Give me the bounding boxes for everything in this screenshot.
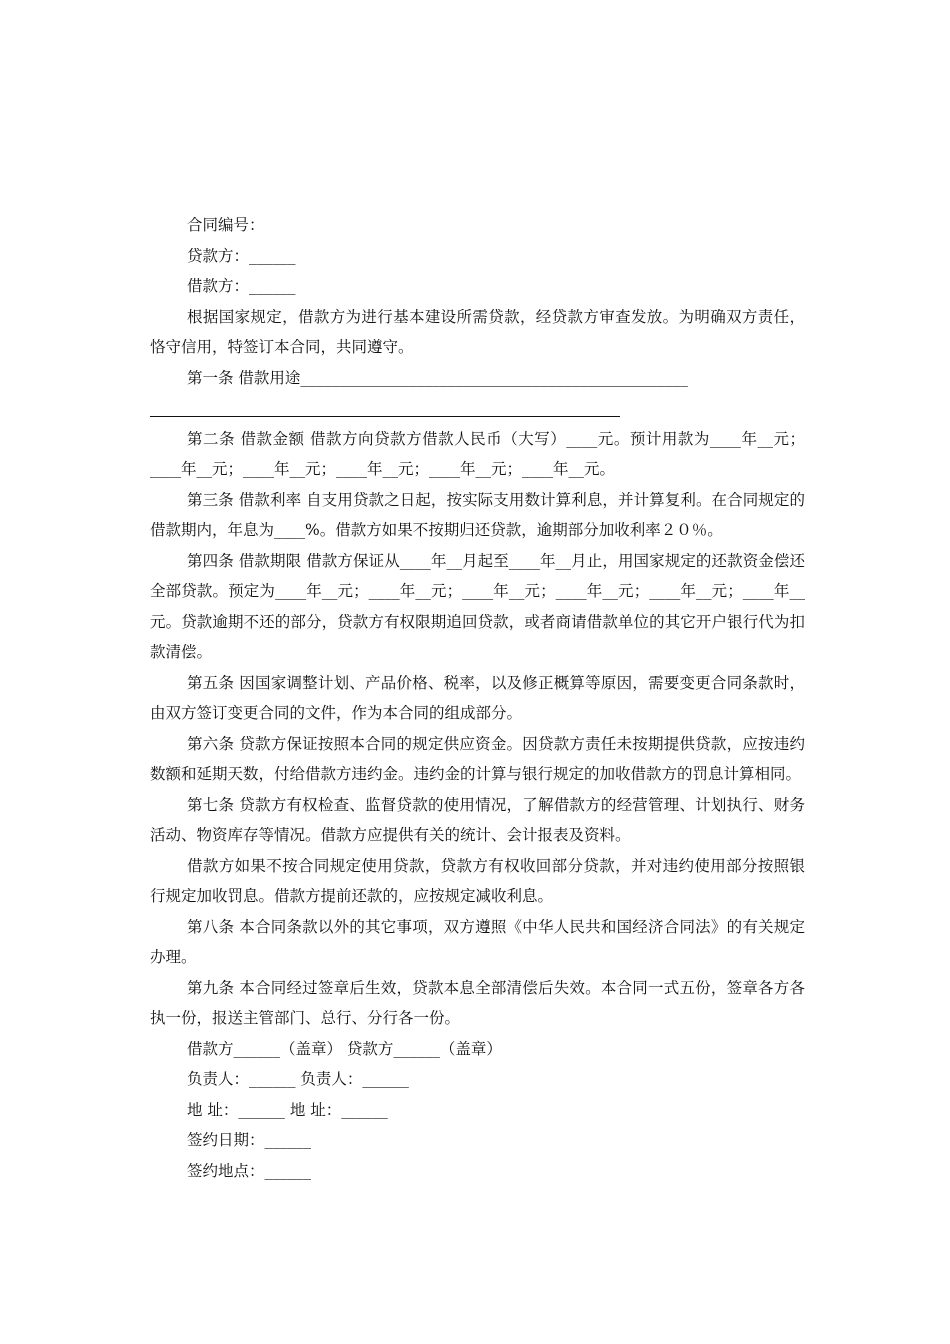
article-8: 第八条 本合同条款以外的其它事项，双方遵照《中华人民共和国经济合同法》的有关规定办理。 (150, 917, 805, 966)
signature-person: 负责人：______ 负责人：______ (187, 1070, 409, 1088)
article-1: 第一条 借款用途__________________________________________________ (187, 368, 688, 387)
contract-document (150, 210, 805, 1186)
intro-paragraph: 根据国家规定，借款方为进行基本建设所需贷款，经贷款方审查发放。为明确双方责任，恪守信用，特签订本合同，共同遵守。 (150, 307, 805, 356)
article-5: 第五条 因国家调整计划、产品价格、税率，以及修正概算等原因，需要变更合同条款时，由双方签订变更合同的文件，作为本合同的组成部分。 (150, 673, 805, 722)
borrower-line: 借款方：______ (187, 277, 296, 295)
signature-date: 签约日期：______ (187, 1131, 312, 1149)
contract-number: 合同编号： (187, 216, 265, 234)
article-2: 第二条 借款金额 借款方向贷款方借款人民币（大写）____元。预计用款为____年__元；____年__元；____年__元；____年__元；____年__元；____年__元。 (150, 429, 805, 478)
article-1-blank-line (150, 393, 805, 424)
article-4: 第四条 借款期限 借款方保证从____年__月起至____年__月止，用国家规定的还款资金偿还全部贷款。预定为____年__元；____年__元；____年__元；____年__元；____年__元；____年__元。贷款逾期不还的部分，贷款方有权限期追回贷款，或者商请借款单位的其它开户银行代为扣款清偿。 (150, 551, 805, 661)
signature-place: 签约地点：______ (187, 1161, 312, 1180)
article-3: 第三条 借款利率 自支用贷款之日起，按实际支用数计算利息，并计算复利。在合同规定的借款期内，年息为____%。借款方如果不按期归还贷款，逾期部分加收利率２０％。 (150, 490, 805, 539)
article-6: 第六条 贷款方保证按照本合同的规定供应资金。因贷款方责任未按期提供贷款，应按违约数额和延期天数，付给借款方违约金。违约金的计算与银行规定的加收借款方的罚息计算相同。 (150, 734, 805, 783)
article-7: 第七条 贷款方有权检查、监督贷款的使用情况，了解借款方的经营管理、计划执行、财务活动、物资库存等情况。借款方应提供有关的统计、会计报表及资料。 (150, 795, 805, 844)
article-9: 第九条 本合同经过签章后生效，贷款本息全部清偿后失效。本合同一式五份，签章各方各执一份，报送主管部门、总行、分行各一份。 (150, 978, 805, 1027)
article-7-continued: 借款方如果不按合同规定使用贷款，贷款方有权收回部分贷款，并对违约使用部分按照银行规定加收罚息。借款方提前还款的，应按规定减收利息。 (150, 856, 805, 905)
signature-address: 地 址：______ 地 址：______ (187, 1100, 388, 1119)
lender-line: 贷款方：______ (187, 246, 296, 265)
signature-parties: 借款方______（盖章） 贷款方______（盖章） (187, 1039, 502, 1058)
